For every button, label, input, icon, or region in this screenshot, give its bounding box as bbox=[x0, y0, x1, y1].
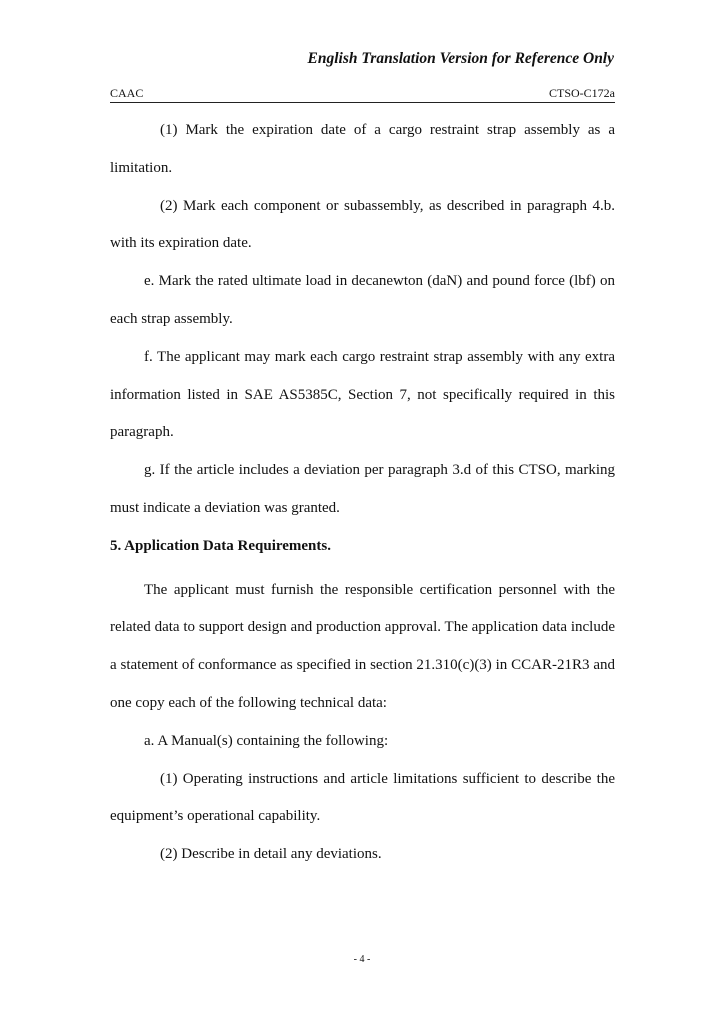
paragraph-a-manual: a. A Manual(s) containing the following: bbox=[144, 732, 389, 749]
paragraph-marking-component-expiration: (2) Mark each component or subassembly, as described in paragraph 4.b. with its expiration date. bbox=[110, 197, 615, 252]
paragraph-g-deviation-marking: g. If the article includes a deviation per paragraph 3.d of this CTSO, marking must indicate a deviation was granted. bbox=[110, 462, 615, 516]
document-header bbox=[110, 85, 615, 103]
document-body bbox=[110, 112, 615, 874]
paragraph-f-extra-information: f. The applicant may mark each cargo restraint strap assembly with any extra information listed in SAE AS5385C, Section 7, not specifically required in this paragraph. bbox=[110, 348, 615, 441]
paragraph-e-rated-ultimate-load: e. Mark the rated ultimate load in decanewton (daN) and pound force (lbf) on each strap assembly. bbox=[110, 273, 615, 327]
paragraph-application-data-intro: The applicant must furnish the responsible certification personnel with the related data to support design and production approval. The application data include a statement of conformance as specified in section 21.310(c)(3) in CCAR-21R3 and one copy each of the following technical data: bbox=[110, 581, 615, 711]
paragraph-describe-deviations: (2) Describe in detail any deviations. bbox=[160, 846, 382, 863]
paragraph-marking-expiration-limitation: (1) Mark the expiration date of a cargo restraint strap assembly as a limitation. bbox=[110, 122, 615, 176]
translation-banner: English Translation Version for Reference Only bbox=[307, 50, 614, 67]
header-agency: CAAC bbox=[110, 86, 144, 100]
paragraph-operating-instructions: (1) Operating instructions and article limitations sufficient to describe the equipment’s operational capability. bbox=[110, 770, 615, 825]
section-heading-application-data: 5. Application Data Requirements. bbox=[110, 537, 331, 554]
page-number: - 4 - bbox=[353, 954, 371, 965]
header-document-id: CTSO-C172a bbox=[549, 86, 615, 100]
